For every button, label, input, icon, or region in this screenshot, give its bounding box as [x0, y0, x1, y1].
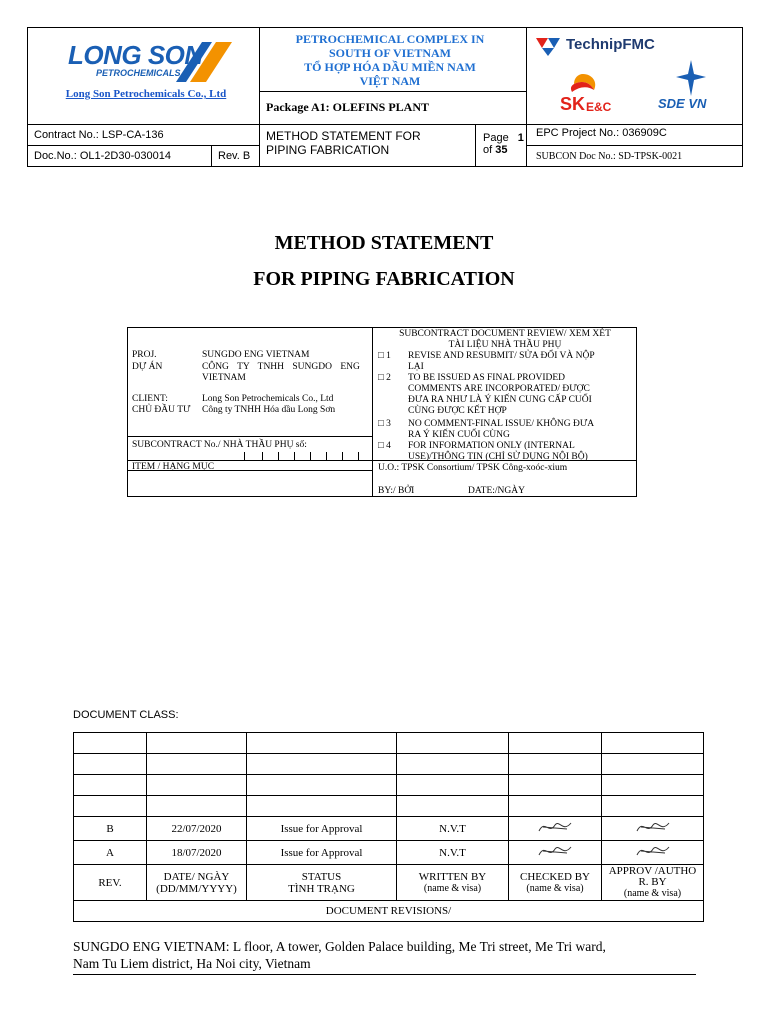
sde-vn-logo [656, 60, 736, 120]
option-3-checkbox[interactable]: □ 3 [378, 419, 391, 429]
header-status [247, 865, 397, 901]
review-title-2: TÀI LIỆU NHÀ THẦU PHỤ [448, 340, 562, 350]
page-number: 1 [517, 132, 524, 144]
project-title-en-1: PETROCHEMICAL COMPLEX IN [295, 32, 485, 46]
header-written-2: (name & visa) [423, 882, 482, 894]
table-row [74, 775, 704, 796]
document-header [27, 27, 743, 167]
option-1-checkbox[interactable]: □ 1 [378, 351, 391, 361]
option-4-line-2: USE)/THÔNG TIN (CHỈ SỬ DỤNG NỘI BỘ) [408, 452, 588, 462]
option-1-line-1: REVISE AND RESUBMIT/ SỬA ĐỔI VÀ NỘP [408, 351, 595, 361]
checked-by-signature [509, 841, 602, 865]
technipfmc-wordmark: TechnipFMC [566, 36, 655, 53]
written-by-cell: N.V.T [397, 817, 509, 841]
option-2-text [408, 373, 634, 417]
approved-by-signature [602, 841, 704, 865]
address-line-2: Nam Tu Liem district, Ha Noi city, Vietnam [73, 956, 311, 971]
epc-project-number: EPC Project No.: 036909C [536, 127, 667, 139]
proj-label: PROJ. [132, 350, 157, 360]
checked-by-signature [509, 817, 602, 841]
client-value: Long Son Petrochemicals Co., Ltd [202, 394, 334, 404]
by-label: BY:/ BỞI [378, 486, 415, 496]
header-date-2: (DD/MM/YYYY) [156, 882, 237, 895]
project-title-en-2: SOUTH OF VIETNAM [328, 46, 451, 60]
du-an-label: DỰ ÁN [132, 362, 163, 372]
header-checked-1: CHECKED BY [520, 870, 590, 883]
header-rev: REV. [74, 865, 147, 901]
date-cell: 18/07/2020 [147, 841, 247, 865]
page-total: 35 [495, 144, 508, 156]
method-title-1: METHOD STATEMENT FOR [266, 129, 421, 143]
table-row [74, 841, 704, 865]
package-label: Package A1: OLEFINS PLANT [266, 100, 430, 114]
long-son-logo [66, 38, 236, 86]
sk-wordmark: SK [560, 94, 586, 114]
main-title-line-1: METHOD STATEMENT [274, 232, 494, 254]
owner-label: CHỦ ĐẦU TƯ [132, 405, 191, 415]
review-title-1: SUBCONTRACT DOCUMENT REVIEW/ XEM XÉT [399, 329, 611, 339]
logo-wordmark: LONG SON [68, 40, 203, 70]
table-footer-row [74, 901, 704, 922]
contract-number: Contract No.: LSP-CA-136 [34, 129, 164, 141]
address-underline [73, 974, 696, 975]
rev-cell: B [74, 817, 147, 841]
document-class-label: DOCUMENT CLASS: [73, 709, 179, 721]
sk-ec-logo [560, 72, 640, 122]
date-label: DATE:/NGÀY [468, 486, 525, 496]
header-date-1: DATE/ NGÀY [163, 870, 230, 883]
option-4-checkbox[interactable]: □ 4 [378, 441, 391, 451]
subcontract-review-box [127, 327, 637, 497]
project-title [260, 32, 520, 88]
company-address [73, 938, 703, 972]
option-3-line-2: RA Ý KIẾN CUỐI CÙNG [408, 430, 510, 440]
option-1-line-2: LẠI [408, 362, 424, 372]
option-2-line-2: COMMENTS ARE INCORPORATED/ ĐƯỢC [408, 384, 590, 394]
table-row [74, 796, 704, 817]
table-row [74, 817, 704, 841]
header-checked-by [509, 865, 602, 901]
client-label: CLIENT: [132, 394, 168, 404]
option-2-line-1: TO BE ISSUED AS FINAL PROVIDED [408, 373, 566, 383]
header-approved-by [602, 865, 704, 901]
header-status-2: TÌNH TRẠNG [288, 882, 355, 895]
date-cell: 22/07/2020 [147, 817, 247, 841]
option-2-checkbox[interactable]: □ 2 [378, 373, 391, 383]
header-date [147, 865, 247, 901]
option-3-text [408, 419, 634, 441]
table-row [74, 754, 704, 775]
written-by-cell: N.V.T [397, 841, 509, 865]
option-3-line-1: NO COMMENT-FINAL ISSUE/ KHÔNG ĐƯA [408, 419, 595, 429]
revisions-table [73, 732, 704, 922]
main-title-line-2: FOR PIPING FABRICATION [253, 268, 515, 290]
subcontract-number-label: SUBCONTRACT No./ NHÀ THẦU PHỤ số: [132, 440, 307, 450]
rev-cell: A [74, 841, 147, 865]
page-of: of [483, 144, 493, 156]
approved-by-signature [602, 817, 704, 841]
project-title-vn-2: VIỆT NAM [359, 74, 421, 88]
header-approv-3: (name & visa) [623, 888, 682, 899]
method-title-2: PIPING FABRICATION [266, 143, 390, 157]
status-cell: Issue for Approval [247, 817, 397, 841]
table-header-row [74, 865, 704, 901]
status-cell: Issue for Approval [247, 841, 397, 865]
option-4-text [408, 441, 634, 463]
technipfmc-logo [534, 34, 734, 60]
header-written-by [397, 865, 509, 901]
header-approv-2: R. BY [638, 876, 667, 888]
proj-value: SUNGDO ENG VIETNAM [202, 350, 310, 360]
header-checked-2: (name & visa) [526, 882, 584, 894]
owner-value: Công ty TNHH Hóa dầu Long Sơn [202, 405, 336, 415]
address-line-1: SUNGDO ENG VIETNAM: L floor, A tower, Golden Palace building, Me Tri street, Me Tri ward, [73, 939, 606, 954]
option-4-line-1: FOR INFORMATION ONLY (INTERNAL [408, 441, 575, 451]
header-written-1: WRITTEN BY [418, 870, 487, 883]
document-revisions-label: DOCUMENT REVISIONS/ [74, 901, 704, 922]
subcon-doc-number: SUBCON Doc No.: SD-TPSK-0021 [536, 151, 683, 162]
table-row [74, 733, 704, 754]
company-link[interactable]: Long Son Petrochemicals Co., Ltd [65, 88, 227, 100]
proj-vn-value: CÔNG TY TNHH SUNGDO ENG [202, 362, 360, 372]
proj-vn-value-2: VIETNAM [202, 373, 246, 383]
option-1-text [408, 351, 634, 373]
project-title-vn-1: TỔ HỢP HÓA DẦU MIỀN NAM [304, 60, 476, 74]
option-2-line-4: CÙNG ĐƯỢC KẾT HỢP [408, 406, 507, 416]
ec-wordmark: E&C [586, 100, 612, 114]
item-label: ITEM / HẠNG MỤC [132, 462, 215, 472]
review-title [378, 329, 632, 351]
page-indicator [483, 132, 524, 156]
document-number: Doc.No.: OL1-2D30-030014 [34, 150, 171, 162]
sde-wordmark: SDE VN [658, 96, 707, 111]
header-status-1: STATUS [301, 870, 342, 883]
option-2-line-3: ĐƯA RA NHƯ LÀ Ý KIẾN CUNG CẤP CUỐI [408, 395, 592, 405]
revision-label: Rev. B [218, 150, 251, 162]
logo-subtext: PETROCHEMICALS [96, 68, 181, 78]
method-title [266, 129, 421, 157]
uo-consortium: U.O.: TPSK Consortium/ TPSK Công-xoóc-xium [378, 463, 568, 473]
header-approv-1: APPROV /AUTHO [608, 865, 697, 877]
page-label: Page [483, 132, 509, 144]
